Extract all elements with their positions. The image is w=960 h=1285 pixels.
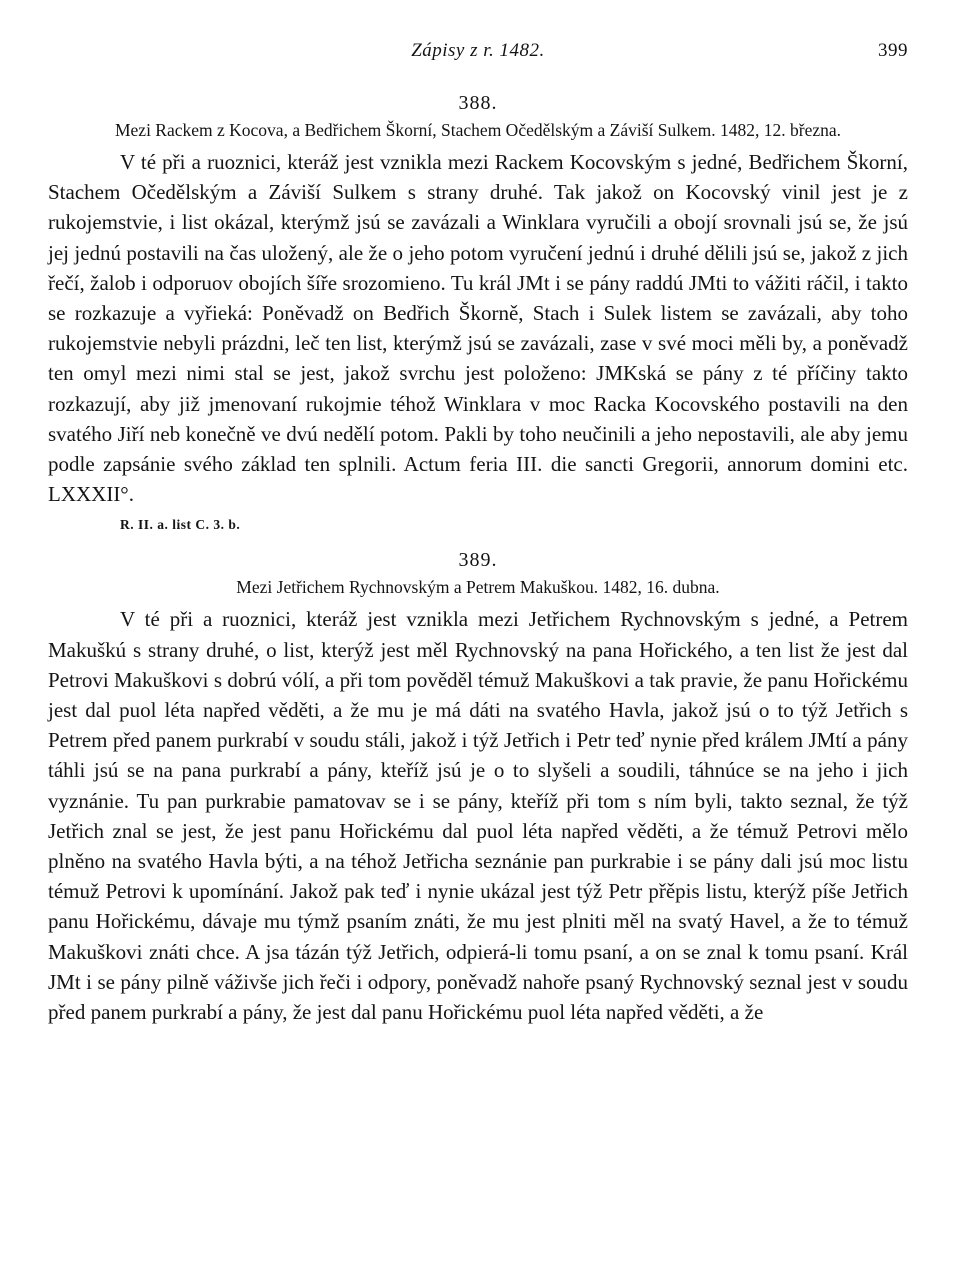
page-number: 399 — [878, 40, 908, 61]
document-page — [48, 40, 908, 1027]
entry-388 — [48, 92, 908, 533]
source-reference: R. II. a. list C. 3. b. — [120, 517, 241, 533]
entry-number: 389. — [458, 549, 498, 572]
entry-heading: Mezi Jetřichem Rychnovským a Petrem Makuškou. 1482, 16. dubna. — [236, 577, 720, 598]
running-header — [48, 40, 908, 72]
entry-389 — [48, 549, 908, 1027]
entry-body: V té při a ruoznici, kteráž jest vznikla mezi Rackem Kocovským s jedné, Bedřichem Škorní, Stachem Očedělským a Záviší Sulkem s strany druhé. Tak jakož on Kocovský vinil jest je z rukojemstvie, i list okázal, kterýmž jsú se zavázali a Winklara vyručili a obojí srovnali jsú se, že jsú jej jednú postavili na čas uložený, ale že o jeho potom vyručení jednú i druhé dělili jsú se, jakož z jich řečí, žalob i odporuov obojích šíře srozomieno. Tu král JMt i se pány raddú JMti to vážiti ráčil, i takto se rozkazuje a vyřieká: Poněvadž on Bedřich Škorně, Stach i Sulek listem se zavázali, aby toho rukojemstvie nebyli prázdni, leč ten list, kterýmž jsú se zavázali, zase v své moci měli by, a poněvadž ten omyl mezi nimi stal se jest, jakož svrchu jest položeno: JMKská se pány z té příčiny takto rozkazují, aby již jmenovaní rukojmie téhož Winklara v moc Racka Kocovského postavili na den svatého Jiří neb konečně ve dvú nedělí potom. Pakli by toho neučinili a jeho nepostavili, ale aby jemu podle zapsánie svého základ ten splnili. Actum feria III. die sancti Gregorii, annorum domini etc. LXXXII°. — [48, 150, 908, 507]
entry-number: 388. — [458, 92, 498, 114]
running-title: Zápisy z r. 1482. — [411, 40, 545, 61]
entry-body: V té při a ruoznici, kteráž jest vznikla mezi Jetřichem Rychnovským s jedné, a Petrem Makuškú s strany druhé, o list, kterýž jest měl Rychnovský na pana Hořického, a ten list že jest dal Petrovi Makuškovi s dobrú vólí, a při tom pověděl témuž Makuškovi a tak pravie, že panu Hořickému jest dal puol léta napřed věděti, a že mu je má dáti na svatého Havla, jakož jsú o to týž Jetřich s Petrem před panem purkrabí v soudu stáli, jakož i týž Jetřich i Petr teď nynie před králem JMtí a pány táhli jsú se na pana purkrabí a pány, kteříž jsú je o to slyšeli a soudili, táhnúce se na jeho i jich vyznánie. Tu pan purkrabie pamatovav se i se pány, kteříž při tom s ním byli, takto seznal, že týž Jetřich znal se jest, že jest panu Hořickému dal puol léta napřed věděti, a že témuž Petrovi mělo plněno na svatého Havla býti, a na téhož Jetřicha seznánie pan purkrabie i se pány dali jsú moc listu témuž Petrovi k upomínání. Jakož pak teď i nynie ukázal jest týž Petr přěpis listu, kterýž píše Jetřich panu Hořickému, dávaje mu týmž psaním znáti, že mu jest plniti měl na svatý Havel, a že to témuž Makuškovi znáti chce. A jsa tázán týž Jetřich, odpierá-li tomu psaní, a on se znal k tomu psaní. Král JMt i se pány pilně váživše jich řeči i odpory, poněvadž nahoře psaný Rychnovský seznal jest v soudu před panem purkrabí a pány, že jest dal panu Hořickému puol léta napřed věděti, a že — [48, 607, 908, 1025]
entry-heading: Mezi Rackem z Kocova, a Bedřichem Škorní, Stachem Očedělským a Záviší Sulkem. 1482, 12. března. — [114, 120, 842, 140]
